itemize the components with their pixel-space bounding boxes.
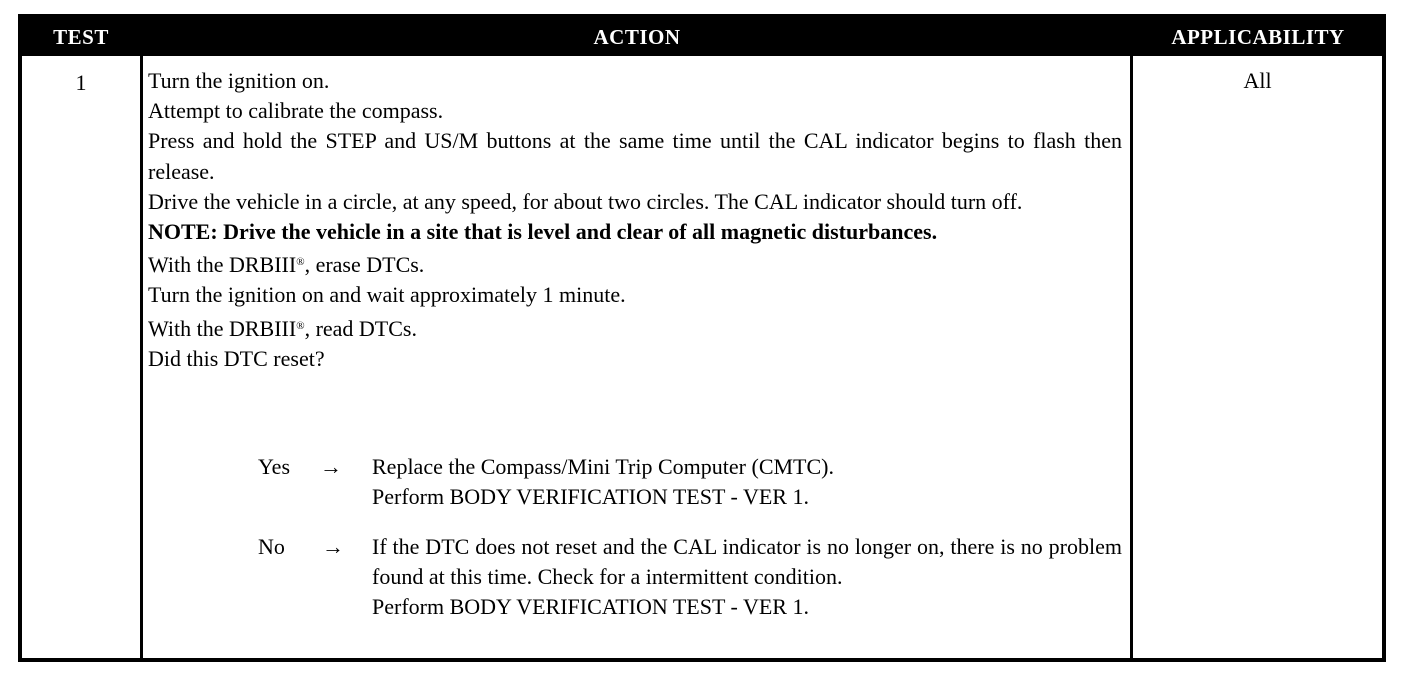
- result-yes-line: Replace the Compass/Mini Trip Computer (CMTC).: [372, 454, 834, 479]
- drb-prefix: With the DRBIII: [148, 252, 297, 278]
- table-header-row: [22, 18, 1382, 56]
- action-question: Did this DTC reset?: [148, 345, 325, 371]
- drb-prefix: With the DRBIII: [148, 315, 297, 341]
- action-step-calibrate: Attempt to calibrate the compass.: [148, 98, 444, 124]
- result-no-line: If the DTC does not reset and the CAL indicator is no longer on, there is no problem found at this time. Check for a intermittent condition.: [372, 534, 1122, 589]
- column-divider-action-applicability: [1130, 56, 1133, 662]
- header-test: TEST: [53, 25, 109, 49]
- applicability-value: All: [1243, 68, 1272, 93]
- diagnostic-test-table: [18, 14, 1386, 662]
- right-arrow-icon: →: [322, 534, 344, 559]
- right-arrow-icon: →: [320, 454, 342, 479]
- read-suffix: , read DTCs.: [304, 315, 417, 341]
- result-yes: [258, 452, 1128, 516]
- result-yes-label: Yes: [258, 454, 291, 479]
- action-step-press-hold: Press and hold the STEP and US/M buttons at the same time until the CAL indicator begins to flash then release.: [148, 128, 1122, 184]
- header-action: ACTION: [593, 25, 681, 49]
- header-applicability: APPLICABILITY: [1171, 25, 1345, 49]
- registered-mark: ®: [296, 256, 305, 269]
- action-cell: [148, 66, 1122, 374]
- test-number: 1: [75, 70, 87, 95]
- action-step-wait: Turn the ignition on and wait approximately 1 minute.: [148, 282, 626, 308]
- result-yes-text: [372, 452, 1122, 512]
- result-no: [258, 532, 1128, 656]
- result-no-text: [372, 532, 1122, 622]
- registered-mark: ®: [296, 319, 305, 332]
- result-no-label: No: [258, 534, 285, 559]
- action-step-read-dtcs: [148, 311, 1122, 344]
- action-note: NOTE: Drive the vehicle in a site that is level and clear of all magnetic disturbances.: [148, 219, 938, 245]
- erase-suffix: , erase DTCs.: [304, 252, 425, 278]
- action-step-erase-dtcs: [148, 247, 1122, 280]
- column-divider-test-action: [140, 56, 143, 662]
- result-no-line: Perform BODY VERIFICATION TEST - VER 1.: [372, 594, 809, 619]
- action-step-ignition-on: Turn the ignition on.: [148, 68, 330, 93]
- action-step-drive-circle: Drive the vehicle in a circle, at any speed, for about two circles. The CAL indicator should turn off.: [148, 188, 1023, 214]
- result-yes-line: Perform BODY VERIFICATION TEST - VER 1.: [372, 484, 809, 509]
